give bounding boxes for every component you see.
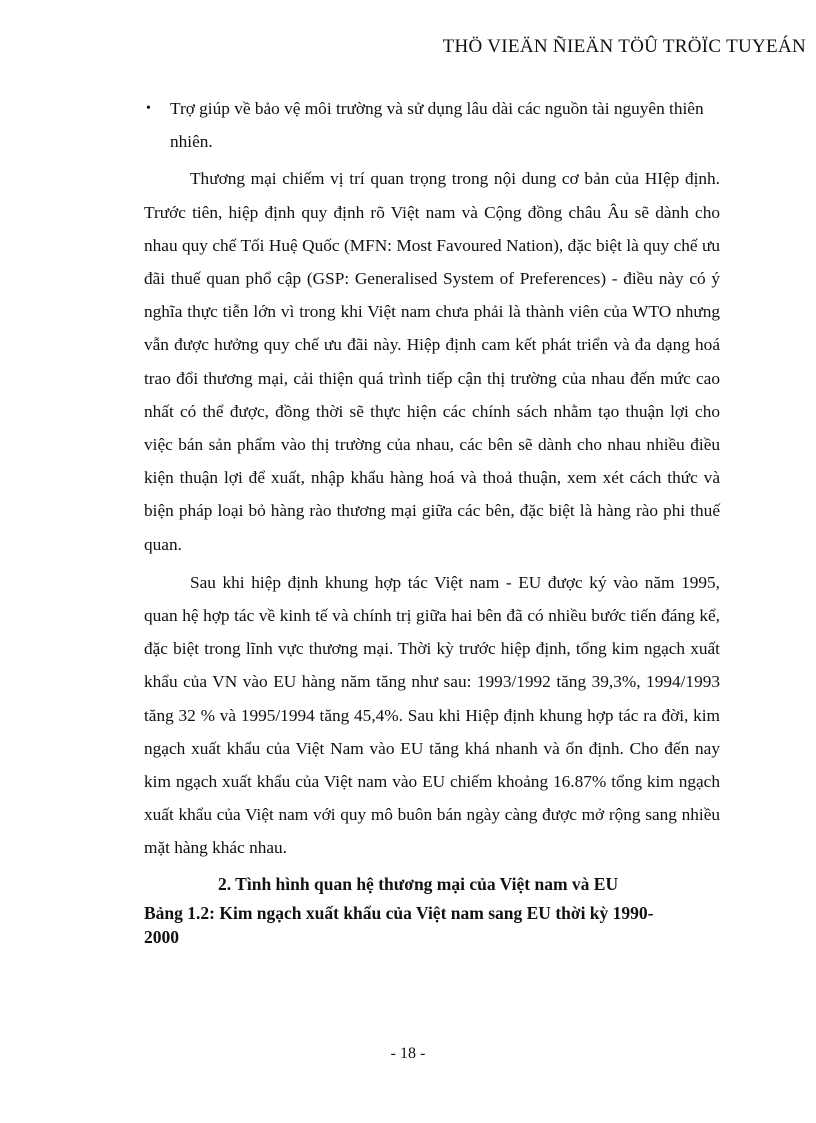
bullet-text: Trợ giúp về bảo vệ môi trường và sử dụng lâu dài các nguồn tài nguyên thiên nhiên. <box>170 99 704 152</box>
paragraph-trade-agreement: Thương mại chiếm vị trí quan trọng trong nội dung cơ bản của HIệp định. Trước tiên, hiệp định quy định rõ Việt nam và Cộng đồng châu Âu sẽ dành cho nhau quy chế Tối Huệ Quốc (MFN: Most Favoured Nation), đặc biệt là quy chế ưu đãi thuế quan phổ cập (GSP: Generalised System of Preferences) - điều này có ý nghĩa thực tiễn lớn vì trong khi Việt nam chưa phải là thành viên của WTO nhưng vẫn được hưởng quy chế ưu đãi này. Hiệp định cam kết phát triển và đa dạng hoá trao đổi thương mại, cải thiện quá trình tiếp cận thị trường của nhau đến mức cao nhất có thể được, đồng thời sẽ thực hiện các chính sách nhằm tạo thuận lợi cho việc bán sản phẩm vào thị trường của nhau, các bên sẽ dành cho nhau nhiều điều kiện thuận lợi để xuất, nhập khẩu hàng hoá và thoả thuận, xem xét cách thức và biện pháp loại bỏ hàng rào thương mại giữa các bên, đặc biệt là hàng rào phi thuế quan. <box>144 169 720 554</box>
running-header: THÖ VIEÄN ÑIEÄN TÖÛ TRÖÏC TUYEÁN <box>442 36 806 57</box>
bullet-item <box>144 92 720 158</box>
paragraph-export-growth: Sau khi hiệp định khung hợp tác Việt nam - EU được ký vào năm 1995, quan hệ hợp tác về kinh tế và chính trị giữa hai bên đã có nhiều bước tiến đáng kể, đặc biệt trong lĩnh vực thương mại. Thời kỳ trước hiệp định, tổng kim ngạch xuất khẩu của VN vào EU hàng năm tăng như sau: 1993/1992 tăng 39,3%, 1994/1993 tăng 32 % và 1995/1994 tăng 45,4%. Sau khi Hiệp định khung hợp tác ra đời, kim ngạch xuất khẩu của Việt Nam vào EU tăng khá nhanh và ổn định. Cho đến nay kim ngạch xuất khẩu của Việt nam vào EU chiếm khoảng 16.87% tổng kim ngạch xuất khẩu của Việt nam với quy mô buôn bán ngày càng được mở rộng sang nhiều mặt hàng khác nhau. <box>144 572 720 858</box>
section-heading: 2. Tình hình quan hệ thương mại của Việt nam và EU <box>218 873 619 894</box>
table-caption: Bảng 1.2: Kim ngạch xuất khẩu của Việt nam sang EU thời kỳ 1990-2000 <box>144 902 654 947</box>
page-body <box>144 92 720 949</box>
page-number: - 18 - <box>390 1045 426 1062</box>
bullet-icon: • <box>146 101 151 116</box>
